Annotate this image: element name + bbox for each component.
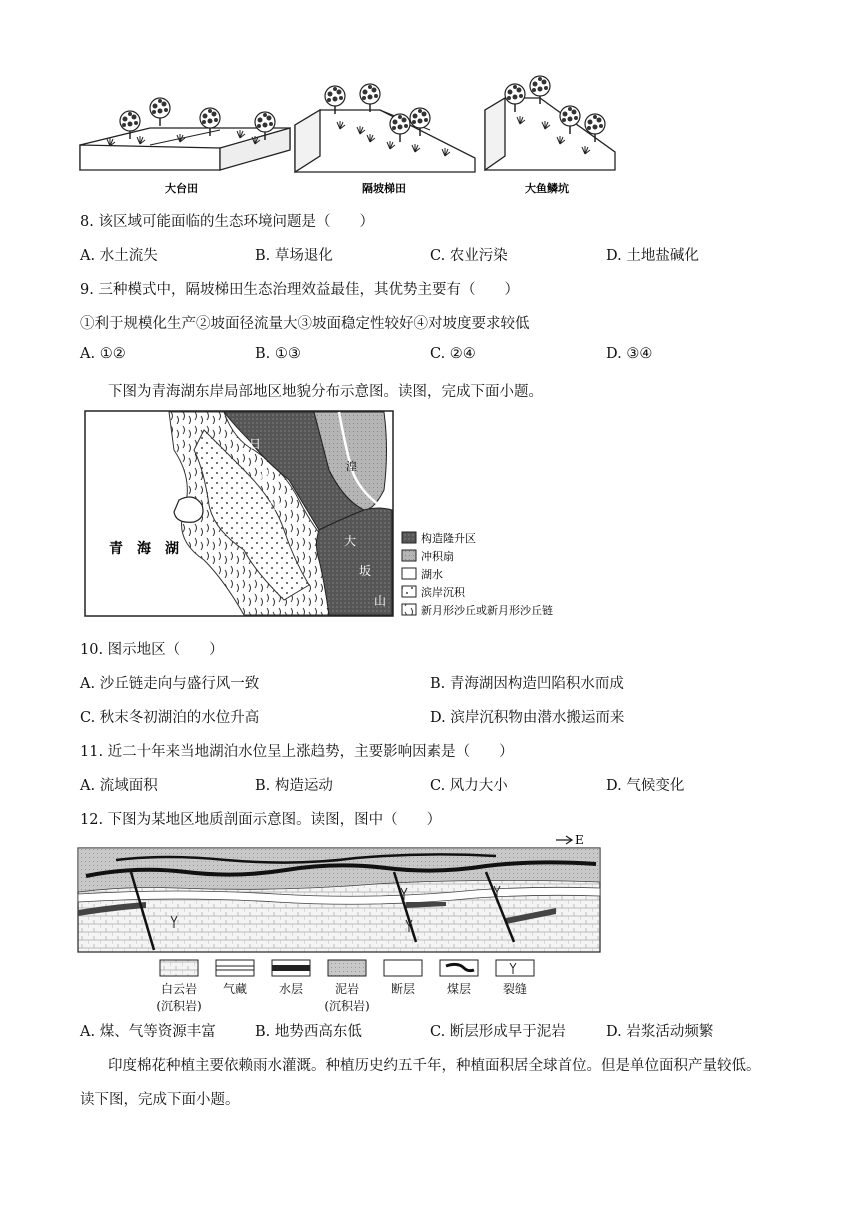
cotton-intro-line1: 印度棉花种植主要依赖雨水灌溉。种植历史约五千年，种植面积居全球首位。但是单位面积产量较低。 (108, 1058, 761, 1074)
terrace-models-figure (70, 70, 630, 202)
cotton-intro-line2: 读下图，完成下面小题。 (80, 1092, 240, 1108)
lake-label: 青 海 湖 (109, 541, 179, 557)
q10-stem: 10. 图示地区（ ） (80, 642, 224, 658)
geological-cross-section (76, 832, 606, 958)
map-legend (402, 531, 553, 617)
legend-dolomite: 白云岩 (160, 982, 197, 996)
legend-swatch-lake (402, 568, 416, 579)
legend-lake: 湖水 (421, 568, 443, 581)
legend-dolomite-sub: (沉积岩) (156, 999, 202, 1013)
river-label: 湟 (346, 460, 357, 473)
q12-option-d[interactable]: D. 岩浆活动频繁 (606, 1024, 714, 1040)
q10-option-c[interactable]: C. 秋末冬初湖泊的水位升高 (80, 710, 260, 726)
q9-stem: 9. 三种模式中，隔坡梯田生态治理效益最佳，其优势主要有（ ） (80, 282, 519, 298)
q11-stem: 11. 近二十年来当地湖泊水位呈上涨趋势，主要影响因素是（ ） (80, 744, 514, 760)
spaced-slope-terrace-diagram (295, 84, 475, 172)
qinghai-intro: 下图为青海湖东岸局部地区地貌分布示意图。读图，完成下面小题。 (108, 384, 543, 400)
qinghai-lake-landform-map (84, 410, 584, 620)
q12-stem: 12. 下图为某地区地质剖面示意图。读图，图中（ ） (80, 812, 442, 828)
legend-mudstone: 泥岩 (334, 982, 359, 996)
q12-option-b[interactable]: B. 地势西高东低 (255, 1024, 362, 1040)
q10-option-b[interactable]: B. 青海湖因构造凹陷积水而成 (430, 676, 624, 692)
mountain2-char3: 山 (374, 594, 387, 608)
fish-scale-pit-diagram (485, 76, 615, 170)
legend-dunes: 新月形沙丘或新月形沙丘链 (421, 604, 553, 617)
q8-option-a[interactable]: A. 水土流失 (80, 248, 158, 264)
legend-swatch-dunes (402, 604, 416, 615)
q9-option-a[interactable]: A. ①② (80, 346, 126, 362)
caption-spaced-slope-terrace: 隔坡梯田 (362, 182, 406, 195)
q12-option-a[interactable]: A. 煤、气等资源丰富 (80, 1024, 216, 1040)
q8-option-c[interactable]: C. 农业污染 (430, 248, 508, 264)
caption-big-terrace: 大台田 (165, 182, 198, 195)
mountain1-char1: 日 (249, 437, 262, 451)
q11-option-c[interactable]: C. 风力大小 (430, 778, 508, 794)
legend-water: 水层 (278, 982, 303, 996)
q8-option-b[interactable]: B. 草场退化 (255, 248, 333, 264)
q12-option-c[interactable]: C. 断层形成早于泥岩 (430, 1024, 566, 1040)
direction-east: E (575, 833, 584, 847)
big-terrace-field-diagram (80, 98, 290, 170)
legend-swatch-fan (402, 550, 416, 561)
mountain2-char1: 大 (344, 534, 357, 548)
mountain2-char2: 坂 (359, 564, 372, 578)
q11-option-b[interactable]: B. 构造运动 (255, 778, 333, 794)
q10-option-d[interactable]: D. 滨岸沉积物由潜水搬运而来 (430, 710, 625, 726)
q9-option-d[interactable]: D. ③④ (606, 346, 653, 362)
mountain1-char2: 月 (259, 469, 272, 483)
q10-option-a[interactable]: A. 沙丘链走向与盛行风一致 (80, 676, 260, 692)
legend-swatch-shore (402, 586, 416, 597)
legend-gas: 气藏 (222, 982, 247, 996)
cross-section-legend (158, 958, 538, 978)
mountain1-char3: 山 (269, 499, 282, 513)
legend-mudstone-sub: (沉积岩) (324, 999, 370, 1013)
q9-option-c[interactable]: C. ②④ (430, 346, 476, 362)
legend-fracture: 裂缝 (502, 982, 527, 996)
legend-swatch-uplift (402, 532, 416, 543)
legend-fan: 冲积扇 (421, 550, 454, 563)
q11-option-a[interactable]: A. 流域面积 (80, 778, 158, 794)
legend-shore: 滨岸沉积 (421, 586, 465, 599)
q11-option-d[interactable]: D. 气候变化 (606, 778, 685, 794)
q8-option-d[interactable]: D. 土地盐碱化 (606, 248, 699, 264)
q8-stem: 8. 该区域可能面临的生态环境问题是（ ） (80, 214, 374, 230)
legend-coal: 煤层 (446, 982, 471, 996)
caption-fish-scale-pit: 大鱼鳞坑 (525, 182, 569, 195)
legend-fault: 断层 (390, 982, 415, 996)
q9-option-b[interactable]: B. ①③ (255, 346, 301, 362)
q9-items: ①利于规模化生产②坡面径流量大③坡面稳定性较好④对坡度要求较低 (80, 316, 530, 332)
legend-uplift: 构造隆升区 (421, 532, 476, 545)
